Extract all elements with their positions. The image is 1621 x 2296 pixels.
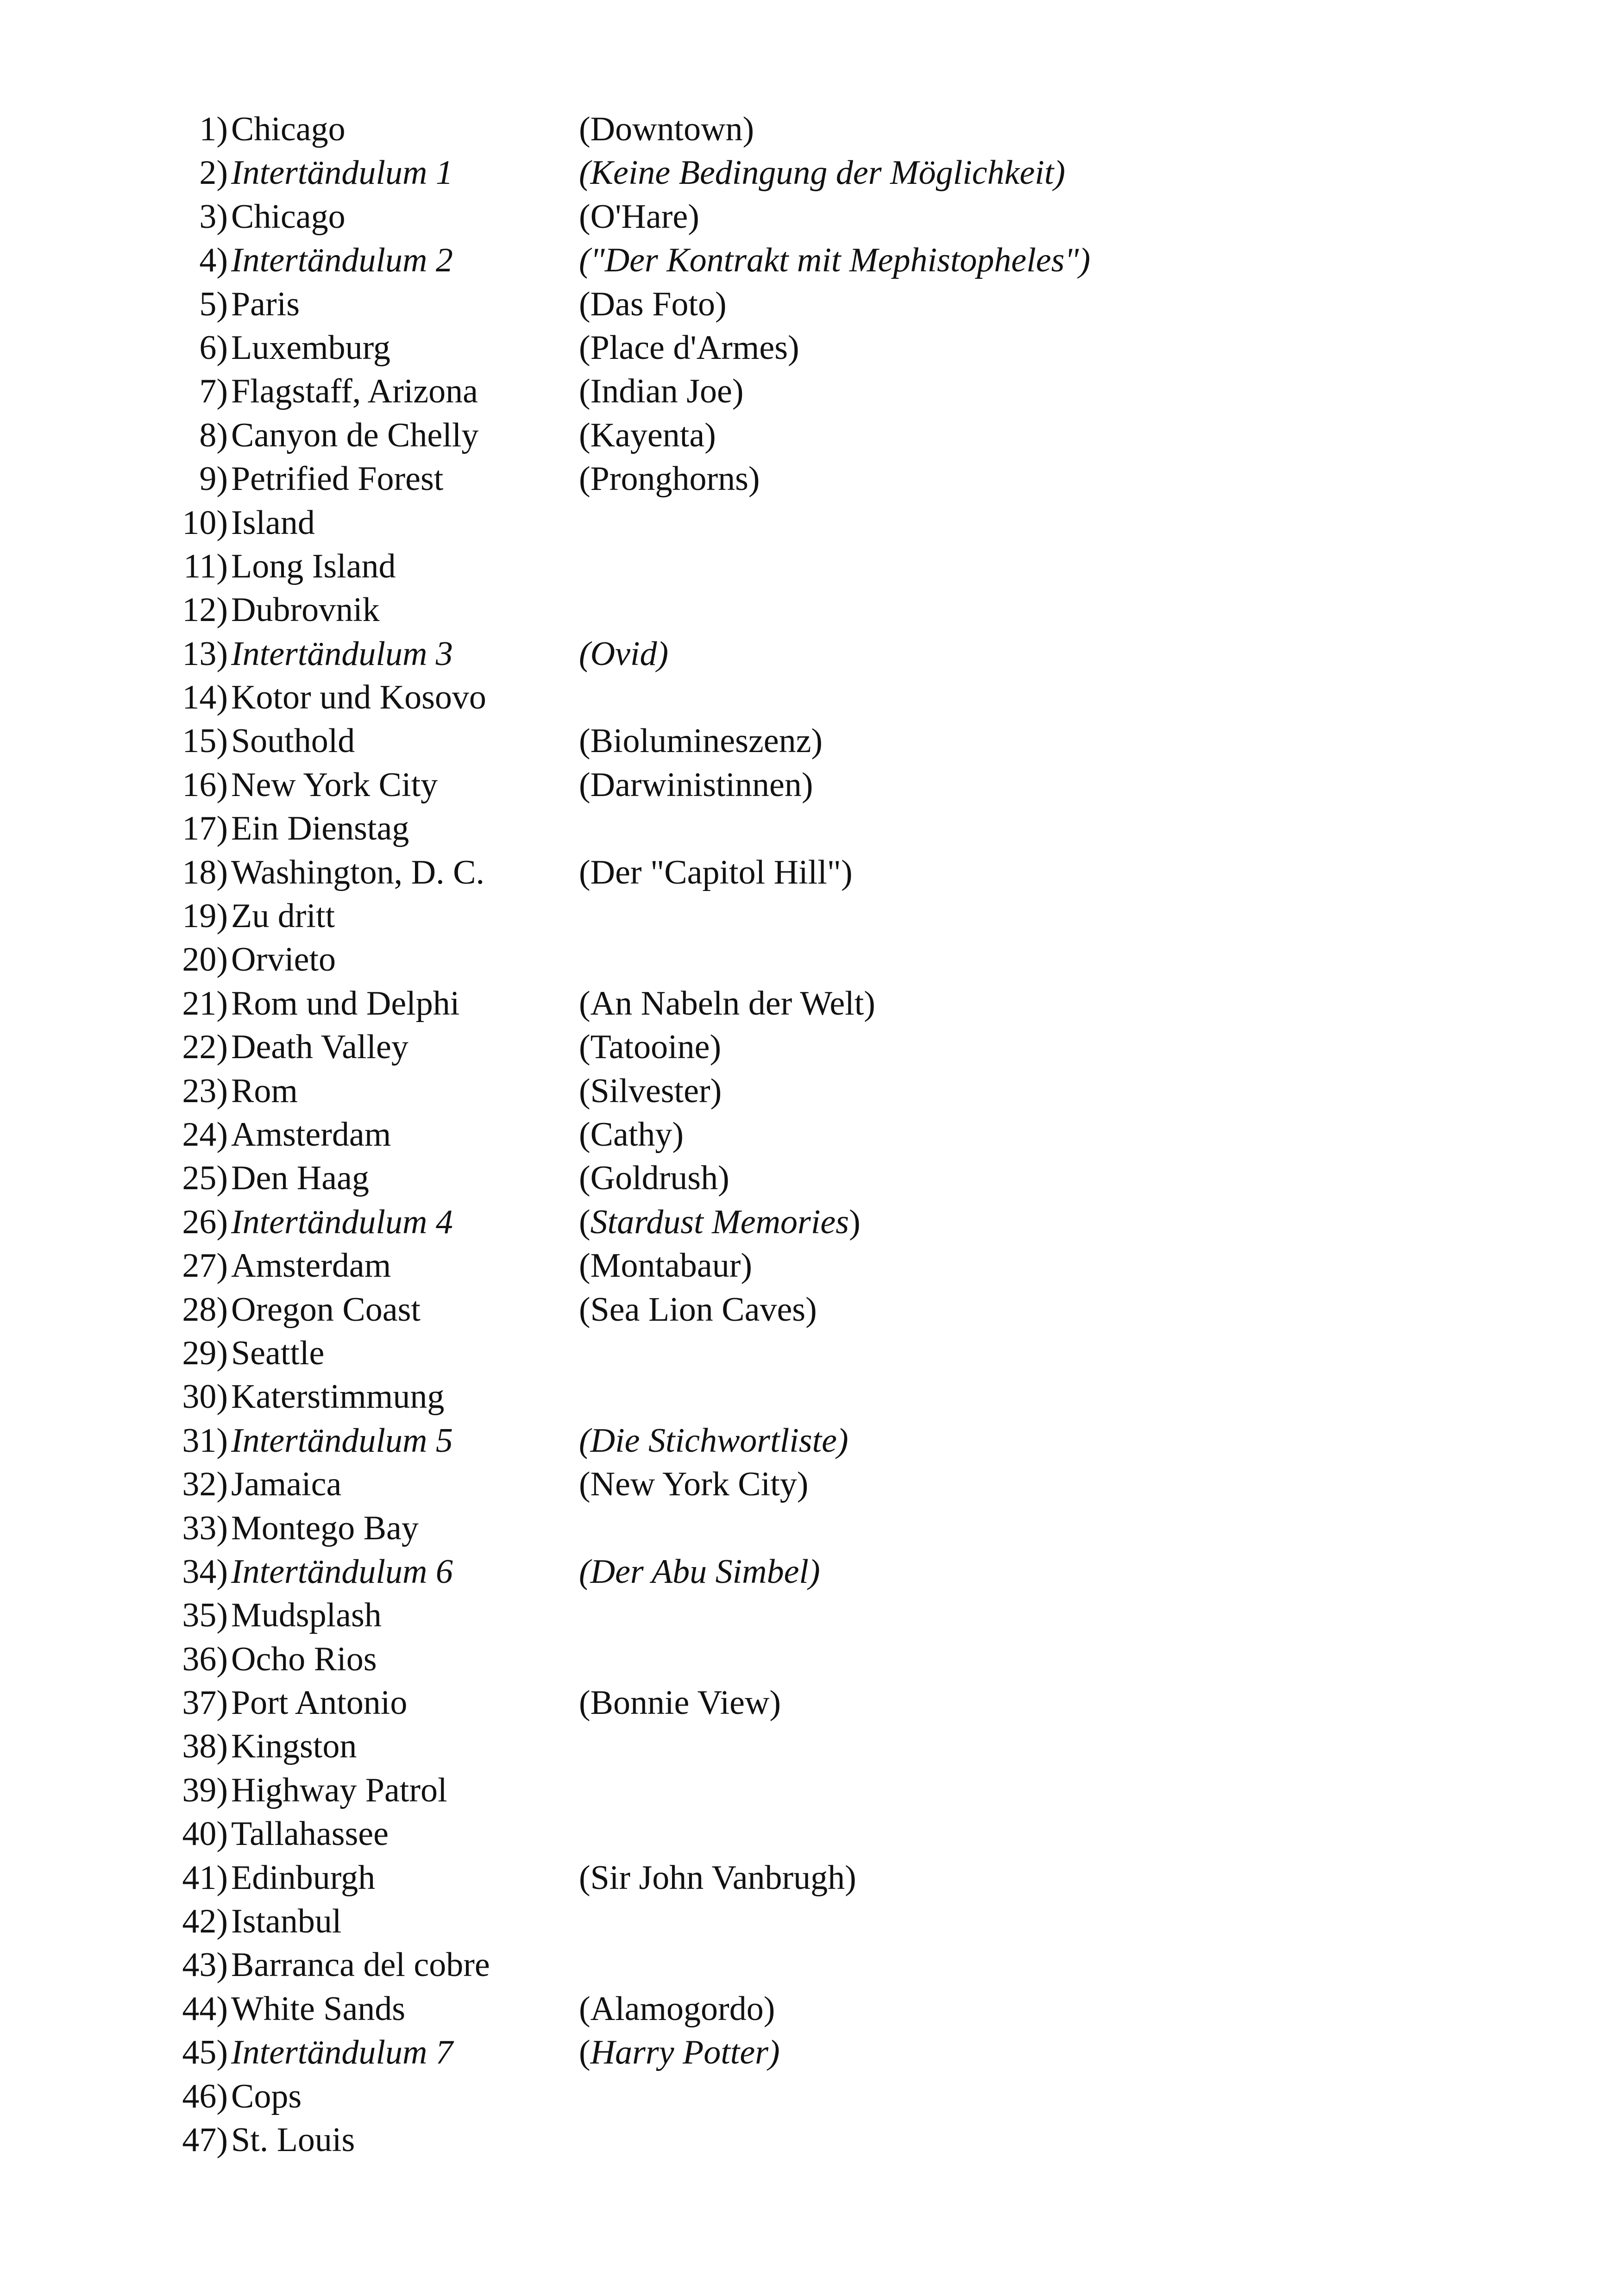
chapter-number: 37) xyxy=(182,1684,228,1722)
chapter-title: Cops xyxy=(231,2077,302,2115)
chapter-note: (Das Foto) xyxy=(579,285,727,323)
chapter-title: Ocho Rios xyxy=(231,1640,377,1678)
chapter-title: New York City xyxy=(231,765,438,804)
chapter-note: (Keine Bedingung der Möglichkeit) xyxy=(579,154,1066,192)
chapter-title: Jamaica xyxy=(231,1465,342,1504)
chapter-number: 35) xyxy=(182,1596,228,1635)
chapter-title: Petrified Forest xyxy=(231,460,444,498)
list-item xyxy=(170,2075,1282,2118)
chapter-number: 46) xyxy=(182,2077,228,2115)
chapter-title: Intertändulum 2 xyxy=(231,241,453,280)
chapter-number: 19) xyxy=(182,897,228,935)
list-item xyxy=(170,414,1282,457)
chapter-title: Tallahassee xyxy=(231,1815,389,1853)
chapter-number: 4) xyxy=(199,241,228,280)
chapter-title: Oregon Coast xyxy=(231,1290,421,1329)
chapter-note: (Der Abu Simbel) xyxy=(579,1552,820,1591)
chapter-note: (Silvester) xyxy=(579,1072,722,1110)
chapter-number: 17) xyxy=(182,809,228,848)
chapter-number: 36) xyxy=(182,1640,228,1678)
list-item xyxy=(170,807,1282,850)
chapter-title: Rom und Delphi xyxy=(231,984,460,1023)
chapter-number: 15) xyxy=(182,722,228,760)
chapter-note xyxy=(579,2031,780,2074)
chapter-note: (New York City) xyxy=(579,1465,809,1504)
chapter-number: 6) xyxy=(199,328,228,367)
chapter-note: (Darwinistinnen) xyxy=(579,765,813,804)
chapter-title: Island xyxy=(231,503,315,542)
list-item xyxy=(170,1331,1282,1375)
chapter-number: 30) xyxy=(182,1378,228,1416)
chapter-title: Amsterdam xyxy=(231,1115,391,1154)
chapter-number: 13) xyxy=(182,634,228,673)
chapter-title: Kingston xyxy=(231,1727,357,1766)
chapter-number: 3) xyxy=(199,197,228,236)
chapter-number: 16) xyxy=(182,765,228,804)
list-item xyxy=(170,982,1282,1025)
chapter-title: Intertändulum 7 xyxy=(231,2033,453,2072)
chapter-title: Montego Bay xyxy=(231,1509,419,1547)
list-item xyxy=(170,1900,1282,1943)
chapter-title: Rom xyxy=(231,1072,298,1110)
chapter-number: 22) xyxy=(182,1028,228,1066)
chapter-title: Chicago xyxy=(231,110,346,148)
chapter-title: Seattle xyxy=(231,1334,325,1372)
list-item xyxy=(170,1288,1282,1331)
chapter-title: Intertändulum 4 xyxy=(231,1203,453,1241)
list-item xyxy=(170,107,1282,151)
chapter-list xyxy=(170,107,1282,2162)
list-item xyxy=(170,1506,1282,1550)
list-item xyxy=(170,1987,1282,2031)
list-item xyxy=(170,632,1282,676)
chapter-title: Istanbul xyxy=(231,1902,342,1941)
chapter-title: Barranca del cobre xyxy=(231,1946,490,1984)
chapter-note: (Biolumineszenz) xyxy=(579,722,823,760)
list-item xyxy=(170,501,1282,545)
note-inner: Stardust Memories xyxy=(590,1203,849,1241)
chapter-title: Katerstimmung xyxy=(231,1378,445,1416)
chapter-title: Paris xyxy=(231,285,300,323)
chapter-title: Den Haag xyxy=(231,1159,369,1198)
list-item xyxy=(170,851,1282,894)
chapter-note: ("Der Kontrakt mit Mephistopheles") xyxy=(579,241,1091,280)
chapter-note: (Place d'Armes) xyxy=(579,328,799,367)
note-open-paren: ( xyxy=(579,1203,591,1241)
chapter-title: Port Antonio xyxy=(231,1684,408,1722)
chapter-note: (Ovid) xyxy=(579,634,669,673)
chapter-number: 12) xyxy=(182,591,228,629)
list-item xyxy=(170,1156,1282,1200)
chapter-note: (Alamogordo) xyxy=(579,1989,775,2028)
chapter-number: 9) xyxy=(199,460,228,498)
list-item xyxy=(170,545,1282,588)
chapter-number: 38) xyxy=(182,1727,228,1766)
chapter-number: 44) xyxy=(182,1989,228,2028)
chapter-number: 18) xyxy=(182,853,228,891)
chapter-title: Intertändulum 6 xyxy=(231,1552,453,1591)
chapter-number: 1) xyxy=(199,110,228,148)
chapter-number: 23) xyxy=(182,1072,228,1110)
list-item xyxy=(170,1943,1282,1987)
chapter-note: (Kayenta) xyxy=(579,416,716,454)
list-item xyxy=(170,1025,1282,1069)
chapter-number: 7) xyxy=(199,372,228,411)
list-item xyxy=(170,370,1282,413)
list-item xyxy=(170,326,1282,370)
chapter-title: Amsterdam xyxy=(231,1247,391,1285)
list-item xyxy=(170,1375,1282,1418)
chapter-number: 32) xyxy=(182,1465,228,1504)
chapter-number: 29) xyxy=(182,1334,228,1372)
chapter-title: Southold xyxy=(231,722,355,760)
note-close-paren: ) xyxy=(849,1203,861,1241)
chapter-number: 10) xyxy=(182,503,228,542)
chapter-title: Highway Patrol xyxy=(231,1771,447,1809)
chapter-title: Dubrovnik xyxy=(231,591,380,629)
chapter-number: 24) xyxy=(182,1115,228,1154)
chapter-number: 31) xyxy=(182,1421,228,1460)
chapter-title: Zu dritt xyxy=(231,897,335,935)
list-item xyxy=(170,1244,1282,1287)
list-item xyxy=(170,1419,1282,1462)
list-item xyxy=(170,1725,1282,1768)
list-item xyxy=(170,1681,1282,1725)
chapter-number: 34) xyxy=(182,1552,228,1591)
chapter-title: Flagstaff, Arizona xyxy=(231,372,478,411)
chapter-title: Long Island xyxy=(231,547,396,585)
chapter-number: 21) xyxy=(182,984,228,1023)
chapter-number: 33) xyxy=(182,1509,228,1547)
list-item xyxy=(170,2031,1282,2074)
list-item xyxy=(170,1069,1282,1113)
list-item xyxy=(170,2118,1282,2162)
chapter-number: 14) xyxy=(182,678,228,717)
chapter-number: 8) xyxy=(199,416,228,454)
list-item xyxy=(170,195,1282,238)
chapter-number: 27) xyxy=(182,1247,228,1285)
chapter-number: 43) xyxy=(182,1946,228,1984)
note-inner: Harry Potter) xyxy=(590,2033,780,2072)
list-item xyxy=(170,894,1282,938)
chapter-number: 26) xyxy=(182,1203,228,1241)
chapter-title: Washington, D. C. xyxy=(231,853,484,891)
chapter-title: Intertändulum 5 xyxy=(231,1421,453,1460)
chapter-number: 28) xyxy=(182,1290,228,1329)
chapter-note: (Indian Joe) xyxy=(579,372,744,411)
chapter-number: 20) xyxy=(182,941,228,979)
list-item xyxy=(170,282,1282,326)
chapter-number: 45) xyxy=(182,2033,228,2072)
list-item xyxy=(170,719,1282,763)
chapter-note: (Der "Capitol Hill") xyxy=(579,853,853,891)
list-item xyxy=(170,1856,1282,1900)
chapter-note: (Pronghorns) xyxy=(579,460,760,498)
chapter-note: (Die Stichwortliste) xyxy=(579,1421,848,1460)
chapter-note: (Cathy) xyxy=(579,1115,684,1154)
list-item xyxy=(170,1812,1282,1856)
chapter-title: St. Louis xyxy=(231,2120,355,2159)
chapter-note: (Tatooine) xyxy=(579,1028,722,1066)
chapter-note: (Sea Lion Caves) xyxy=(579,1290,817,1329)
note-open-paren: ( xyxy=(579,2033,591,2072)
chapter-title: Death Valley xyxy=(231,1028,408,1066)
chapter-number: 2) xyxy=(199,154,228,192)
list-item xyxy=(170,1550,1282,1593)
chapter-title: Intertändulum 1 xyxy=(231,154,453,192)
chapter-note: (Downtown) xyxy=(579,110,754,148)
chapter-title: White Sands xyxy=(231,1989,406,2028)
chapter-note: (O'Hare) xyxy=(579,197,699,236)
chapter-number: 11) xyxy=(183,547,228,585)
chapter-title: Canyon de Chelly xyxy=(231,416,479,454)
list-item xyxy=(170,676,1282,719)
chapter-note xyxy=(579,1200,861,1244)
list-item xyxy=(170,588,1282,632)
chapter-title: Orvieto xyxy=(231,941,336,979)
list-item xyxy=(170,1769,1282,1812)
chapter-title: Chicago xyxy=(231,197,346,236)
list-item xyxy=(170,1462,1282,1506)
chapter-title: Luxemburg xyxy=(231,328,390,367)
list-item xyxy=(170,238,1282,282)
chapter-title: Intertändulum 3 xyxy=(231,634,453,673)
chapter-title: Edinburgh xyxy=(231,1858,376,1897)
list-item xyxy=(170,1200,1282,1244)
chapter-title: Mudsplash xyxy=(231,1596,382,1635)
list-item xyxy=(170,457,1282,501)
list-item xyxy=(170,151,1282,194)
chapter-number: 47) xyxy=(182,2120,228,2159)
list-item xyxy=(170,938,1282,981)
list-item xyxy=(170,1593,1282,1637)
chapter-number: 39) xyxy=(182,1771,228,1809)
chapter-number: 42) xyxy=(182,1902,228,1941)
chapter-title: Ein Dienstag xyxy=(231,809,409,848)
chapter-note: (Montabaur) xyxy=(579,1247,752,1285)
list-item xyxy=(170,1113,1282,1156)
chapter-note: (An Nabeln der Welt) xyxy=(579,984,875,1023)
chapter-note: (Bonnie View) xyxy=(579,1684,781,1722)
chapter-number: 5) xyxy=(199,285,228,323)
chapter-number: 25) xyxy=(182,1159,228,1198)
chapter-number: 41) xyxy=(182,1858,228,1897)
chapter-note: (Sir John Vanbrugh) xyxy=(579,1858,856,1897)
chapter-number: 40) xyxy=(182,1815,228,1853)
list-item xyxy=(170,763,1282,807)
chapter-note: (Goldrush) xyxy=(579,1159,729,1198)
list-item xyxy=(170,1637,1282,1681)
chapter-title: Kotor und Kosovo xyxy=(231,678,486,717)
